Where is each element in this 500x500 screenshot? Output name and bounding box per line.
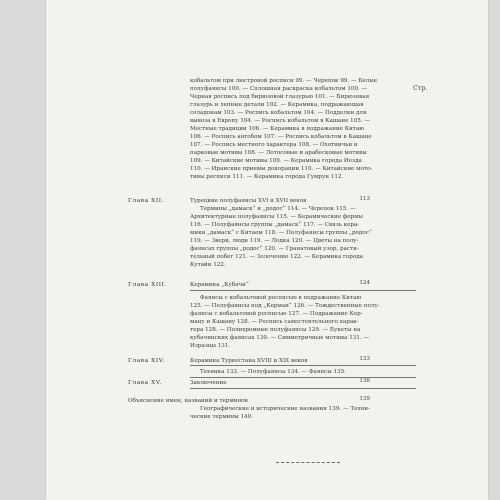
text-line: ческие термины 140.	[190, 414, 253, 420]
text-line: фаянсах группы „родос“ 120. — Гранатовый узор, расти-	[190, 246, 359, 252]
text-line: Местные традиции 106. — Керамика в подражание Китаю	[190, 126, 365, 132]
divider	[190, 290, 416, 291]
text-line: фаянсы с кобальтовой росписью 127. — Подражание Кер-	[190, 311, 363, 317]
text-line: кубачинских фаянсах 130. — Симметричные мотивы 131. —	[190, 335, 370, 341]
text-line: Фаянсы с кобальтовой росписью в подражание Китаю	[200, 295, 362, 301]
chapter-title: Турецкие полуфаянсы XVI и XVII веков	[190, 198, 307, 204]
text-line: 125. — Полуфаянсы под „Керман“ 126. — Тождественные полу-	[190, 303, 380, 309]
page-number: 133	[359, 356, 370, 362]
index-title: Объяснение имен, названий и терминов	[128, 398, 248, 404]
text-line: Техника 133. — Полуфаянсы 134. — Фаянсы 135.	[200, 369, 346, 375]
page-number: 124	[359, 280, 370, 286]
divider	[190, 365, 416, 366]
text-line: Черная роспись под бирюзовой глазурью 101. — Бирюзовая	[190, 94, 370, 100]
chapter-title: Заключение	[190, 380, 227, 386]
text-line: вывоза в Европу 104. — Роспись кобальтом в Кашане 105. —	[190, 118, 370, 124]
text-line: тивы росписи 111. — Керамика города Гумрун 112.	[190, 174, 344, 180]
text-line: 106. — Роспись ангобом 107. — Роспись кобальтом в Кашане	[190, 134, 372, 140]
text-line: Кутайи 122.	[190, 262, 226, 268]
page-number: 113	[359, 196, 370, 202]
text-line: 119. — Звери, люди 119. — Лодка 120. — Цветы на полу-	[190, 238, 359, 244]
text-line: парковые мотивы 108. — Лотосовые и арабесковые мотивы	[190, 150, 367, 156]
divider	[190, 377, 416, 378]
text-line: 110. — Иранские приемы декорации 110. — Китайские мото-	[190, 166, 373, 172]
text-line: Изразцы 131.	[190, 343, 231, 349]
text-line: Термины „дамаск“ и „родос“ 114. — Черепок 115. —	[200, 206, 356, 212]
chapter-title: Керамика Туркестана XVIII и XIX веков	[190, 358, 308, 364]
text-line: 109. — Китайские мотивы 109. — Керамика города Иезда	[190, 158, 362, 164]
page-column-label: Стр.	[413, 84, 428, 92]
text-line: 116. — Полуфаянсы группы „дамаск“ 117. — Связь кера-	[190, 222, 360, 228]
text-line: мики „дамаск“ с Китаем 118. — Полуфаянсы группы „родос“	[190, 230, 372, 236]
end-divider	[276, 462, 340, 463]
text-line: кобальтом при люстровой росписи 99. — Черепок 99. — Белые	[190, 78, 378, 84]
divider	[190, 388, 416, 389]
text-line: Географические и исторические названия 139. — Техни-	[200, 406, 370, 412]
text-line: полуфаянсы 100. — Сплошная раскраска кобальтом 100. —	[190, 86, 368, 92]
text-line: тера 128. — Полихромные полуфаянсы 129. — Букеты на	[190, 327, 361, 333]
text-line: тельный побег 121. — Золочение 122. — Керамика города	[190, 254, 363, 260]
text-line: ману и Кашану 128. — Роспись самостоятельного харак-	[190, 319, 359, 325]
chapter-label: Глава XIV.	[128, 358, 165, 364]
chapter-title: Керамика „Кубачи“	[190, 282, 249, 288]
chapter-label: Глава XV.	[128, 380, 163, 386]
text-line: 107. — Роспись местного характера 108. — Охотничьи и	[190, 142, 358, 148]
chapter-label: Глава XIII.	[128, 282, 167, 288]
chapter-label: Глава XII.	[128, 198, 165, 204]
text-line: глазурь и лепные детали 102. — Керамика, подражающая	[190, 102, 364, 108]
book-page	[46, 0, 488, 500]
page-number: 136	[359, 378, 370, 384]
text-line: селадонам 103. — Роспись кобальтом 104. — Подделки для	[190, 110, 367, 116]
text-line: Архитектурные полуфаянсы 115. — Керамические формы	[190, 214, 363, 220]
page-number: 139	[359, 396, 370, 402]
